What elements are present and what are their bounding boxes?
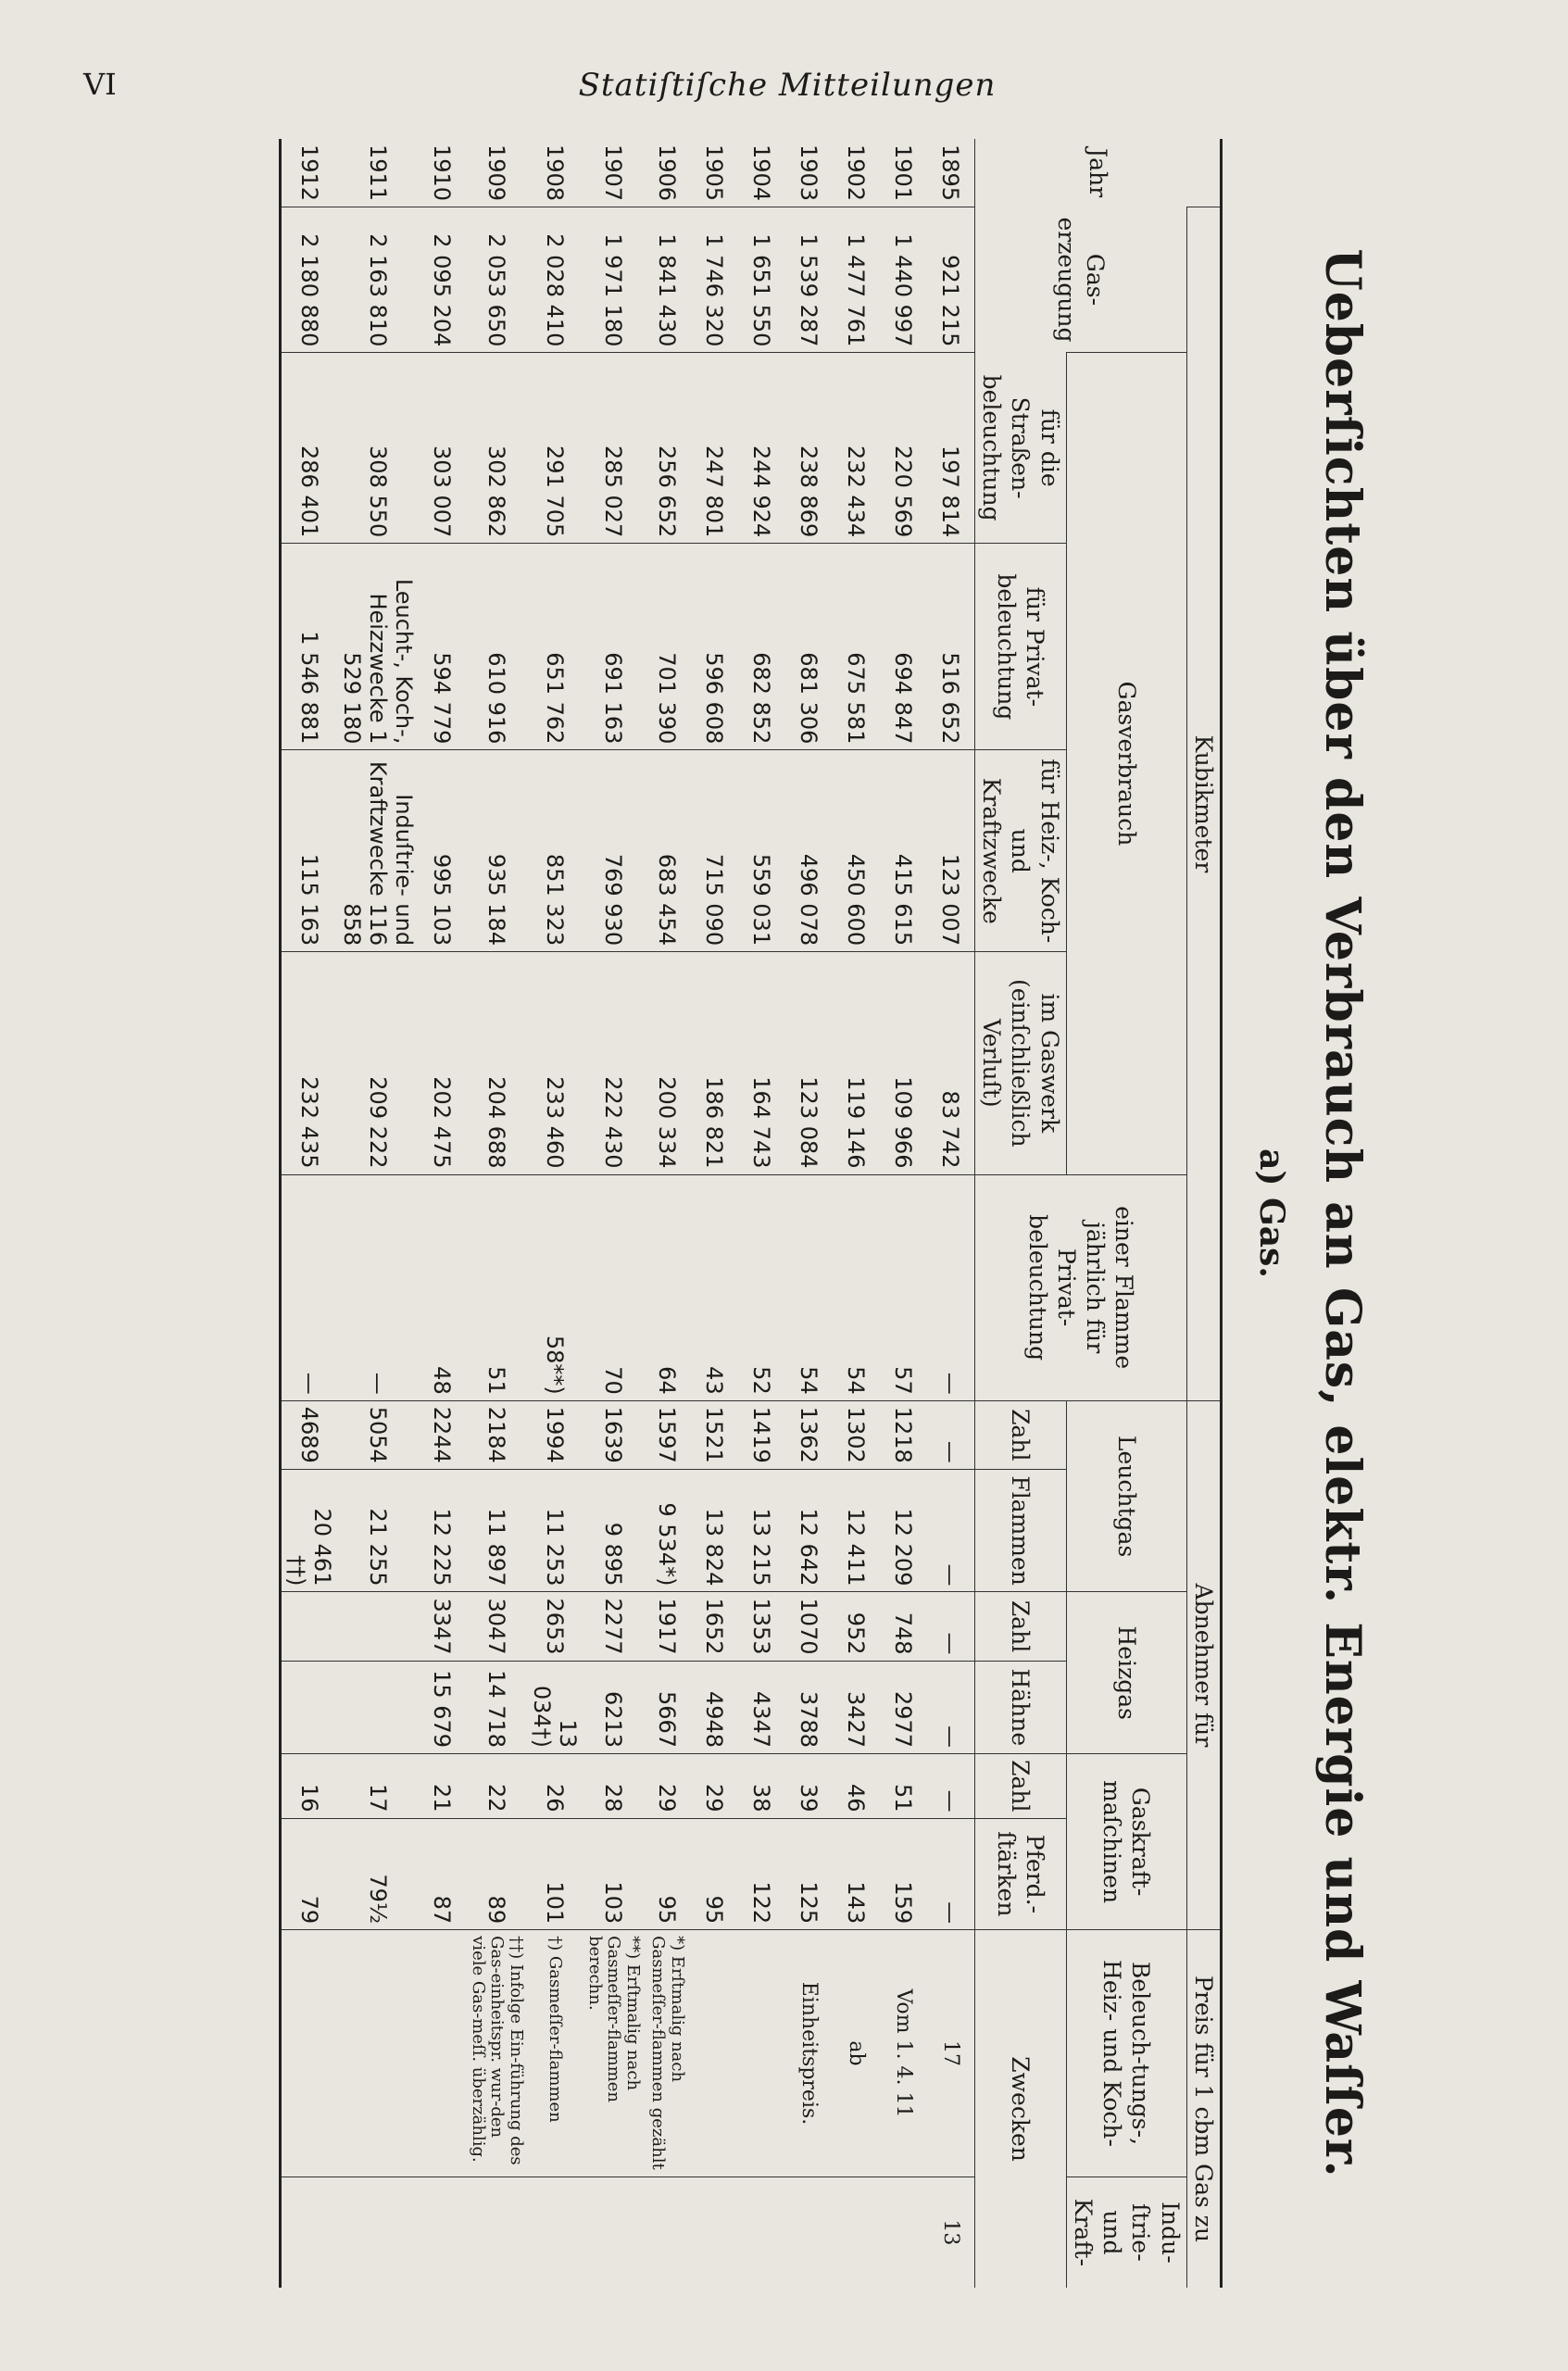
cell-h-haehne: 4948 (691, 1661, 738, 1754)
col-k-ps: Pferd.-ſtärken (975, 1818, 1067, 1930)
cell-k-ps: 79½ (337, 1818, 419, 1930)
cell-flamme: 48 (419, 1174, 466, 1400)
table-row (583, 139, 644, 2288)
cell-erzeugung: 1 440 997 (880, 207, 927, 353)
cell-privat: 694 847 (880, 544, 927, 750)
cell-jahr: 1902 (843, 144, 870, 202)
cell-privat: 594 779 (419, 544, 466, 750)
cell-jahr: 1904 (748, 144, 775, 202)
cell-flamme: 64 (644, 1174, 691, 1400)
cell-heiz: 559 031 (738, 750, 785, 952)
cell-erzeugung: 2 095 204 (419, 207, 466, 353)
table-row (691, 139, 738, 2288)
col-heiz: für Heiz-, Koch- und Kraftzwecke (975, 750, 1067, 952)
cell-l-flammen: 11 897 (466, 1469, 527, 1592)
cell-l-zahl: — (927, 1400, 975, 1469)
cell-strasse: 291 705 (527, 353, 583, 544)
cell-h-haehne: 13 034†) (527, 1661, 583, 1754)
cell-l-zahl: 1419 (738, 1400, 785, 1469)
col-h-zahl: Zahl (975, 1592, 1067, 1661)
cell-erzeugung: 2 180 880 (280, 207, 337, 353)
cell-jahr: 1910 (429, 144, 456, 202)
cell-l-flammen: 12 642 (785, 1469, 833, 1592)
cell-flamme: 52 (738, 1174, 785, 1400)
cell-l-zahl: 2244 (419, 1400, 466, 1469)
cell-h-zahl: 1070 (785, 1592, 833, 1661)
col-l-flammen: Flammen (975, 1469, 1067, 1592)
cell-privat: 1 546 881 (280, 544, 337, 750)
cell-h-zahl (337, 1592, 419, 1661)
cell-h-haehne: 2977 (880, 1661, 927, 1754)
cell-l-zahl: 1218 (880, 1400, 927, 1469)
cell-heiz: 851 323 (527, 750, 583, 952)
cell-l-zahl: 1639 (583, 1400, 644, 1469)
cell-h-zahl: 1353 (738, 1592, 785, 1661)
cell-preis-b (880, 2177, 927, 2288)
cell-heiz: 450 600 (833, 750, 880, 952)
cell-privat: 675 581 (833, 544, 880, 750)
col-zwecken: Zwecken (975, 1930, 1067, 2288)
cell-l-flammen: 20 461 ††) (280, 1469, 337, 1592)
cell-preis-b (337, 2177, 419, 2288)
cell-strasse: 232 434 (833, 353, 880, 544)
cell-strasse: 308 550 (337, 353, 419, 544)
cell-preis-a (280, 1930, 337, 2177)
cell-erzeugung: 1 971 180 (583, 207, 644, 353)
cell-h-zahl: 3347 (419, 1592, 466, 1661)
table-row (419, 139, 466, 2288)
cell-k-zahl: 28 (583, 1754, 644, 1819)
cell-k-zahl: 22 (466, 1754, 527, 1819)
cell-h-zahl: 1652 (691, 1592, 738, 1661)
cell-gaswerk: 119 146 (833, 952, 880, 1174)
cell-k-zahl: 29 (691, 1754, 738, 1819)
cell-l-zahl: 1521 (691, 1400, 738, 1469)
cell-preis-b (644, 2177, 691, 2288)
cell-preis-b (785, 2177, 833, 2288)
cell-l-zahl: 4689 (280, 1400, 337, 1469)
cell-preis-a: †) Gasmeſſer-flammen (527, 1930, 583, 2177)
cell-preis-b (583, 2177, 644, 2288)
cell-erzeugung: 1 539 287 (785, 207, 833, 353)
table-row (927, 139, 975, 2288)
cell-k-zahl: 38 (738, 1754, 785, 1819)
cell-k-ps: 95 (691, 1818, 738, 1930)
cell-gaswerk: 83 742 (927, 952, 975, 1174)
cell-gaswerk: 186 821 (691, 952, 738, 1174)
cell-h-zahl: 748 (880, 1592, 927, 1661)
table-row (785, 139, 833, 2288)
cell-flamme: 51 (466, 1174, 527, 1400)
cell-l-flammen: 12 225 (419, 1469, 466, 1592)
col-h-haehne: Hähne (975, 1661, 1067, 1754)
cell-preis-b (738, 2177, 785, 2288)
cell-preis-a: 17 (927, 1930, 975, 2177)
cell-h-haehne: 3427 (833, 1661, 880, 1754)
cell-preis-a (738, 1930, 785, 2177)
cell-jahr: 1908 (541, 144, 568, 202)
cell-k-zahl: 17 (337, 1754, 419, 1819)
cell-flamme: 58**) (527, 1174, 583, 1400)
cell-l-flammen: 12 209 (880, 1469, 927, 1592)
cell-l-flammen: 9 534*) (644, 1469, 691, 1592)
cell-l-flammen: 9 895 (583, 1469, 644, 1592)
cell-l-flammen: — (927, 1469, 975, 1592)
cell-l-flammen: 12 411 (833, 1469, 880, 1592)
cell-preis-a: ab (833, 1930, 880, 2177)
col-group-preis: Preis für 1 cbm Gas zu (1186, 1930, 1221, 2288)
cell-heiz: 935 184 (466, 750, 527, 952)
cell-k-ps: 87 (419, 1818, 466, 1930)
cell-k-zahl: 51 (880, 1754, 927, 1819)
col-flamme: einer Flamme jährlich für Privat-beleuchtung (975, 1174, 1187, 1400)
col-strassen: für die Straßen-beleuchtung (975, 353, 1067, 544)
col-gaserzeugung: Gas-erzeugung (975, 207, 1187, 353)
cell-h-zahl (280, 1592, 337, 1661)
cell-flamme: 57 (880, 1174, 927, 1400)
cell-strasse: 197 814 (927, 353, 975, 544)
cell-erzeugung: 2 028 410 (527, 207, 583, 353)
cell-privat: 651 762 (527, 544, 583, 750)
gas-statistics-table (279, 139, 1223, 2288)
cell-privat: 516 652 (927, 544, 975, 750)
cell-k-zahl: 21 (419, 1754, 466, 1819)
cell-l-flammen: 13 824 (691, 1469, 738, 1592)
cell-k-ps: 122 (738, 1818, 785, 1930)
table-row (880, 139, 927, 2288)
cell-k-zahl: 29 (644, 1754, 691, 1819)
cell-k-ps: — (927, 1818, 975, 1930)
cell-gaswerk: 123 084 (785, 952, 833, 1174)
cell-gaswerk: 222 430 (583, 952, 644, 1174)
col-jahr: Jahr (975, 139, 1222, 207)
cell-gaswerk: 204 688 (466, 952, 527, 1174)
cell-flamme: 70 (583, 1174, 644, 1400)
cell-erzeugung: 1 651 550 (738, 207, 785, 353)
cell-h-zahl: 1917 (644, 1592, 691, 1661)
cell-erzeugung: 921 215 (927, 207, 975, 353)
cell-jahr: 1912 (280, 139, 337, 207)
cell-k-zahl: 39 (785, 1754, 833, 1819)
col-group-kubikmeter: Kubikmeter (1186, 207, 1221, 1401)
cell-privat: 610 916 (466, 544, 527, 750)
cell-l-zahl: 1302 (833, 1400, 880, 1469)
cell-privat: 681 306 (785, 544, 833, 750)
cell-privat: 682 852 (738, 544, 785, 750)
cell-heiz: 769 930 (583, 750, 644, 952)
cell-strasse: 286 401 (280, 353, 337, 544)
cell-erzeugung: 2 163 810 (337, 207, 419, 353)
cell-preis-b (419, 2177, 466, 2288)
cell-heiz: 415 615 (880, 750, 927, 952)
col-privat: für Privat-beleuchtung (975, 544, 1067, 750)
cell-k-ps: 101 (527, 1818, 583, 1930)
cell-l-zahl: 1362 (785, 1400, 833, 1469)
cell-h-zahl: — (927, 1592, 975, 1661)
cell-k-ps: 143 (833, 1818, 880, 1930)
cell-k-zahl: 26 (527, 1754, 583, 1819)
cell-k-zahl: — (927, 1754, 975, 1819)
cell-preis-b (527, 2177, 583, 2288)
table-row (738, 139, 785, 2288)
table-row (466, 139, 527, 2288)
cell-k-ps: 159 (880, 1818, 927, 1930)
cell-heiz: 715 090 (691, 750, 738, 952)
cell-flamme: 54 (833, 1174, 880, 1400)
cell-jahr: 1906 (654, 144, 681, 202)
cell-jahr: 1909 (483, 144, 509, 202)
cell-h-zahl: 952 (833, 1592, 880, 1661)
cell-l-zahl: 1994 (527, 1400, 583, 1469)
cell-preis-b (833, 2177, 880, 2288)
cell-preis-b (280, 2177, 337, 2288)
cell-flamme: — (280, 1174, 337, 1400)
cell-h-haehne: 15 679 (419, 1661, 466, 1754)
cell-strasse: 244 924 (738, 353, 785, 544)
col-preis-b: Indu-ſtrie- und Kraft- (1066, 2177, 1186, 2288)
cell-jahr: 1911 (364, 144, 391, 202)
cell-erzeugung: 2 053 650 (466, 207, 527, 353)
cell-h-zahl: 2277 (583, 1592, 644, 1661)
col-group-abnehmer: Abnehmer für (1186, 1400, 1221, 1929)
cell-h-haehne: 3788 (785, 1661, 833, 1754)
cell-k-zahl: 46 (833, 1754, 880, 1819)
col-group-gaskraft: Gaskraft-maſchinen (1066, 1754, 1186, 1930)
cell-h-zahl: 3047 (466, 1592, 527, 1661)
cell-erzeugung: 1 477 761 (833, 207, 880, 353)
col-group-gasverbrauch: Gasverbrauch (1066, 353, 1186, 1174)
cell-strasse: 247 801 (691, 353, 738, 544)
cell-h-haehne: 4347 (738, 1661, 785, 1754)
cell-k-ps: 89 (466, 1818, 527, 1930)
cell-l-zahl: 2184 (466, 1400, 527, 1469)
cell-h-zahl: 2653 (527, 1592, 583, 1661)
cell-preis-a (419, 1930, 466, 2177)
cell-preis-a: *) Erſtmalig nach Gasmeſſer-flammen gezählt (644, 1930, 691, 2177)
cell-heiz: 496 078 (785, 750, 833, 952)
running-title: Statiſtiſche Mitteilungen (578, 67, 997, 104)
cell-l-zahl: 5054 (337, 1400, 419, 1469)
cell-gaswerk: 233 460 (527, 952, 583, 1174)
cell-jahr: 1901 (890, 144, 917, 202)
cell-strasse: 238 869 (785, 353, 833, 544)
table-row (337, 139, 419, 2288)
table-title: Ueberſichten über den Verbrauch an Gas, elektr. Energie und Waſſer. (1314, 248, 1371, 2178)
cell-strasse: 303 007 (419, 353, 466, 544)
cell-l-flammen: 13 215 (738, 1469, 785, 1592)
col-gaswerk: im Gaswerk (einſchließlich Verluſt) (975, 952, 1067, 1174)
table-row (527, 139, 583, 2288)
cell-jahr: 1895 (937, 144, 964, 202)
cell-strasse: 302 862 (466, 353, 527, 544)
cell-k-ps: 79 (280, 1818, 337, 1930)
cell-preis-a (691, 1930, 738, 2177)
cell-erzeugung: 1 841 430 (644, 207, 691, 353)
cell-preis-a: Einheitspreis. (785, 1930, 833, 2177)
cell-l-flammen: 21 255 (337, 1469, 419, 1592)
cell-jahr: 1907 (599, 144, 626, 202)
cell-gaswerk: 232 435 (280, 952, 337, 1174)
cell-privat: 596 608 (691, 544, 738, 750)
cell-strasse: 285 027 (583, 353, 644, 544)
cell-k-zahl: 16 (280, 1754, 337, 1819)
cell-heiz: 123 007 (927, 750, 975, 952)
cell-h-haehne (280, 1661, 337, 1754)
cell-h-haehne: 6213 (583, 1661, 644, 1754)
cell-flamme: — (337, 1174, 419, 1400)
cell-privat: 691 163 (583, 544, 644, 750)
col-k-zahl: Zahl (975, 1754, 1067, 1819)
cell-heiz: 995 103 (419, 750, 466, 952)
cell-preis-b (466, 2177, 527, 2288)
table-row (833, 139, 880, 2288)
cell-l-zahl: 1597 (644, 1400, 691, 1469)
cell-h-haehne: 5667 (644, 1661, 691, 1754)
cell-k-ps: 125 (785, 1818, 833, 1930)
cell-preis-a (337, 1930, 419, 2177)
cell-strasse: 220 569 (880, 353, 927, 544)
rotated-table-sheet (74, 130, 1371, 2297)
col-preis-a: Beleuch-tungs-, Heiz- und Koch- (1066, 1930, 1186, 2177)
page-header (83, 67, 1491, 113)
cell-flamme: 54 (785, 1174, 833, 1400)
cell-jahr: 1905 (701, 144, 728, 202)
col-group-leuchtgas: Leuchtgas (1066, 1400, 1186, 1592)
cell-heiz: 115 163 (280, 750, 337, 952)
cell-h-haehne (337, 1661, 419, 1754)
cell-jahr: 1903 (796, 144, 822, 202)
cell-preis-a: ††) Infolge Ein-führung des Gas-einheitspr. wur-den viele Gas-meſſ. überzählig. (466, 1930, 527, 2177)
cell-privat: Leucht-, Koch-, Heizzwecke 1 529 180 (337, 544, 419, 750)
cell-gaswerk: 164 743 (738, 952, 785, 1174)
cell-l-flammen: 11 253 (527, 1469, 583, 1592)
cell-preis-b: 13 (927, 2177, 975, 2288)
cell-preis-a: **) Erſtmalig nach Gasmeſſer-flammen berechn. (583, 1930, 644, 2177)
col-group-heizgas: Heizgas (1066, 1592, 1186, 1754)
cell-k-ps: 95 (644, 1818, 691, 1930)
col-l-zahl: Zahl (975, 1400, 1067, 1469)
cell-gaswerk: 202 475 (419, 952, 466, 1174)
cell-flamme: — (927, 1174, 975, 1400)
cell-gaswerk: 200 334 (644, 952, 691, 1174)
table-row (644, 139, 691, 2288)
cell-h-haehne: — (927, 1661, 975, 1754)
cell-heiz: 683 454 (644, 750, 691, 952)
cell-h-haehne: 14 718 (466, 1661, 527, 1754)
table-subtitle: a) Gas. (1252, 1148, 1291, 1278)
cell-gaswerk: 209 222 (337, 952, 419, 1174)
cell-erzeugung: 1 746 320 (691, 207, 738, 353)
cell-privat: 701 390 (644, 544, 691, 750)
table-row (280, 139, 337, 2288)
page-number: VI (83, 67, 117, 102)
cell-strasse: 256 652 (644, 353, 691, 544)
cell-gaswerk: 109 966 (880, 952, 927, 1174)
cell-k-ps: 103 (583, 1818, 644, 1930)
cell-preis-b (691, 2177, 738, 2288)
cell-flamme: 43 (691, 1174, 738, 1400)
cell-heiz: Induſtrie- und Kraftzwecke 116 858 (337, 750, 419, 952)
cell-preis-a: Vom 1. 4. 11 (880, 1930, 927, 2177)
